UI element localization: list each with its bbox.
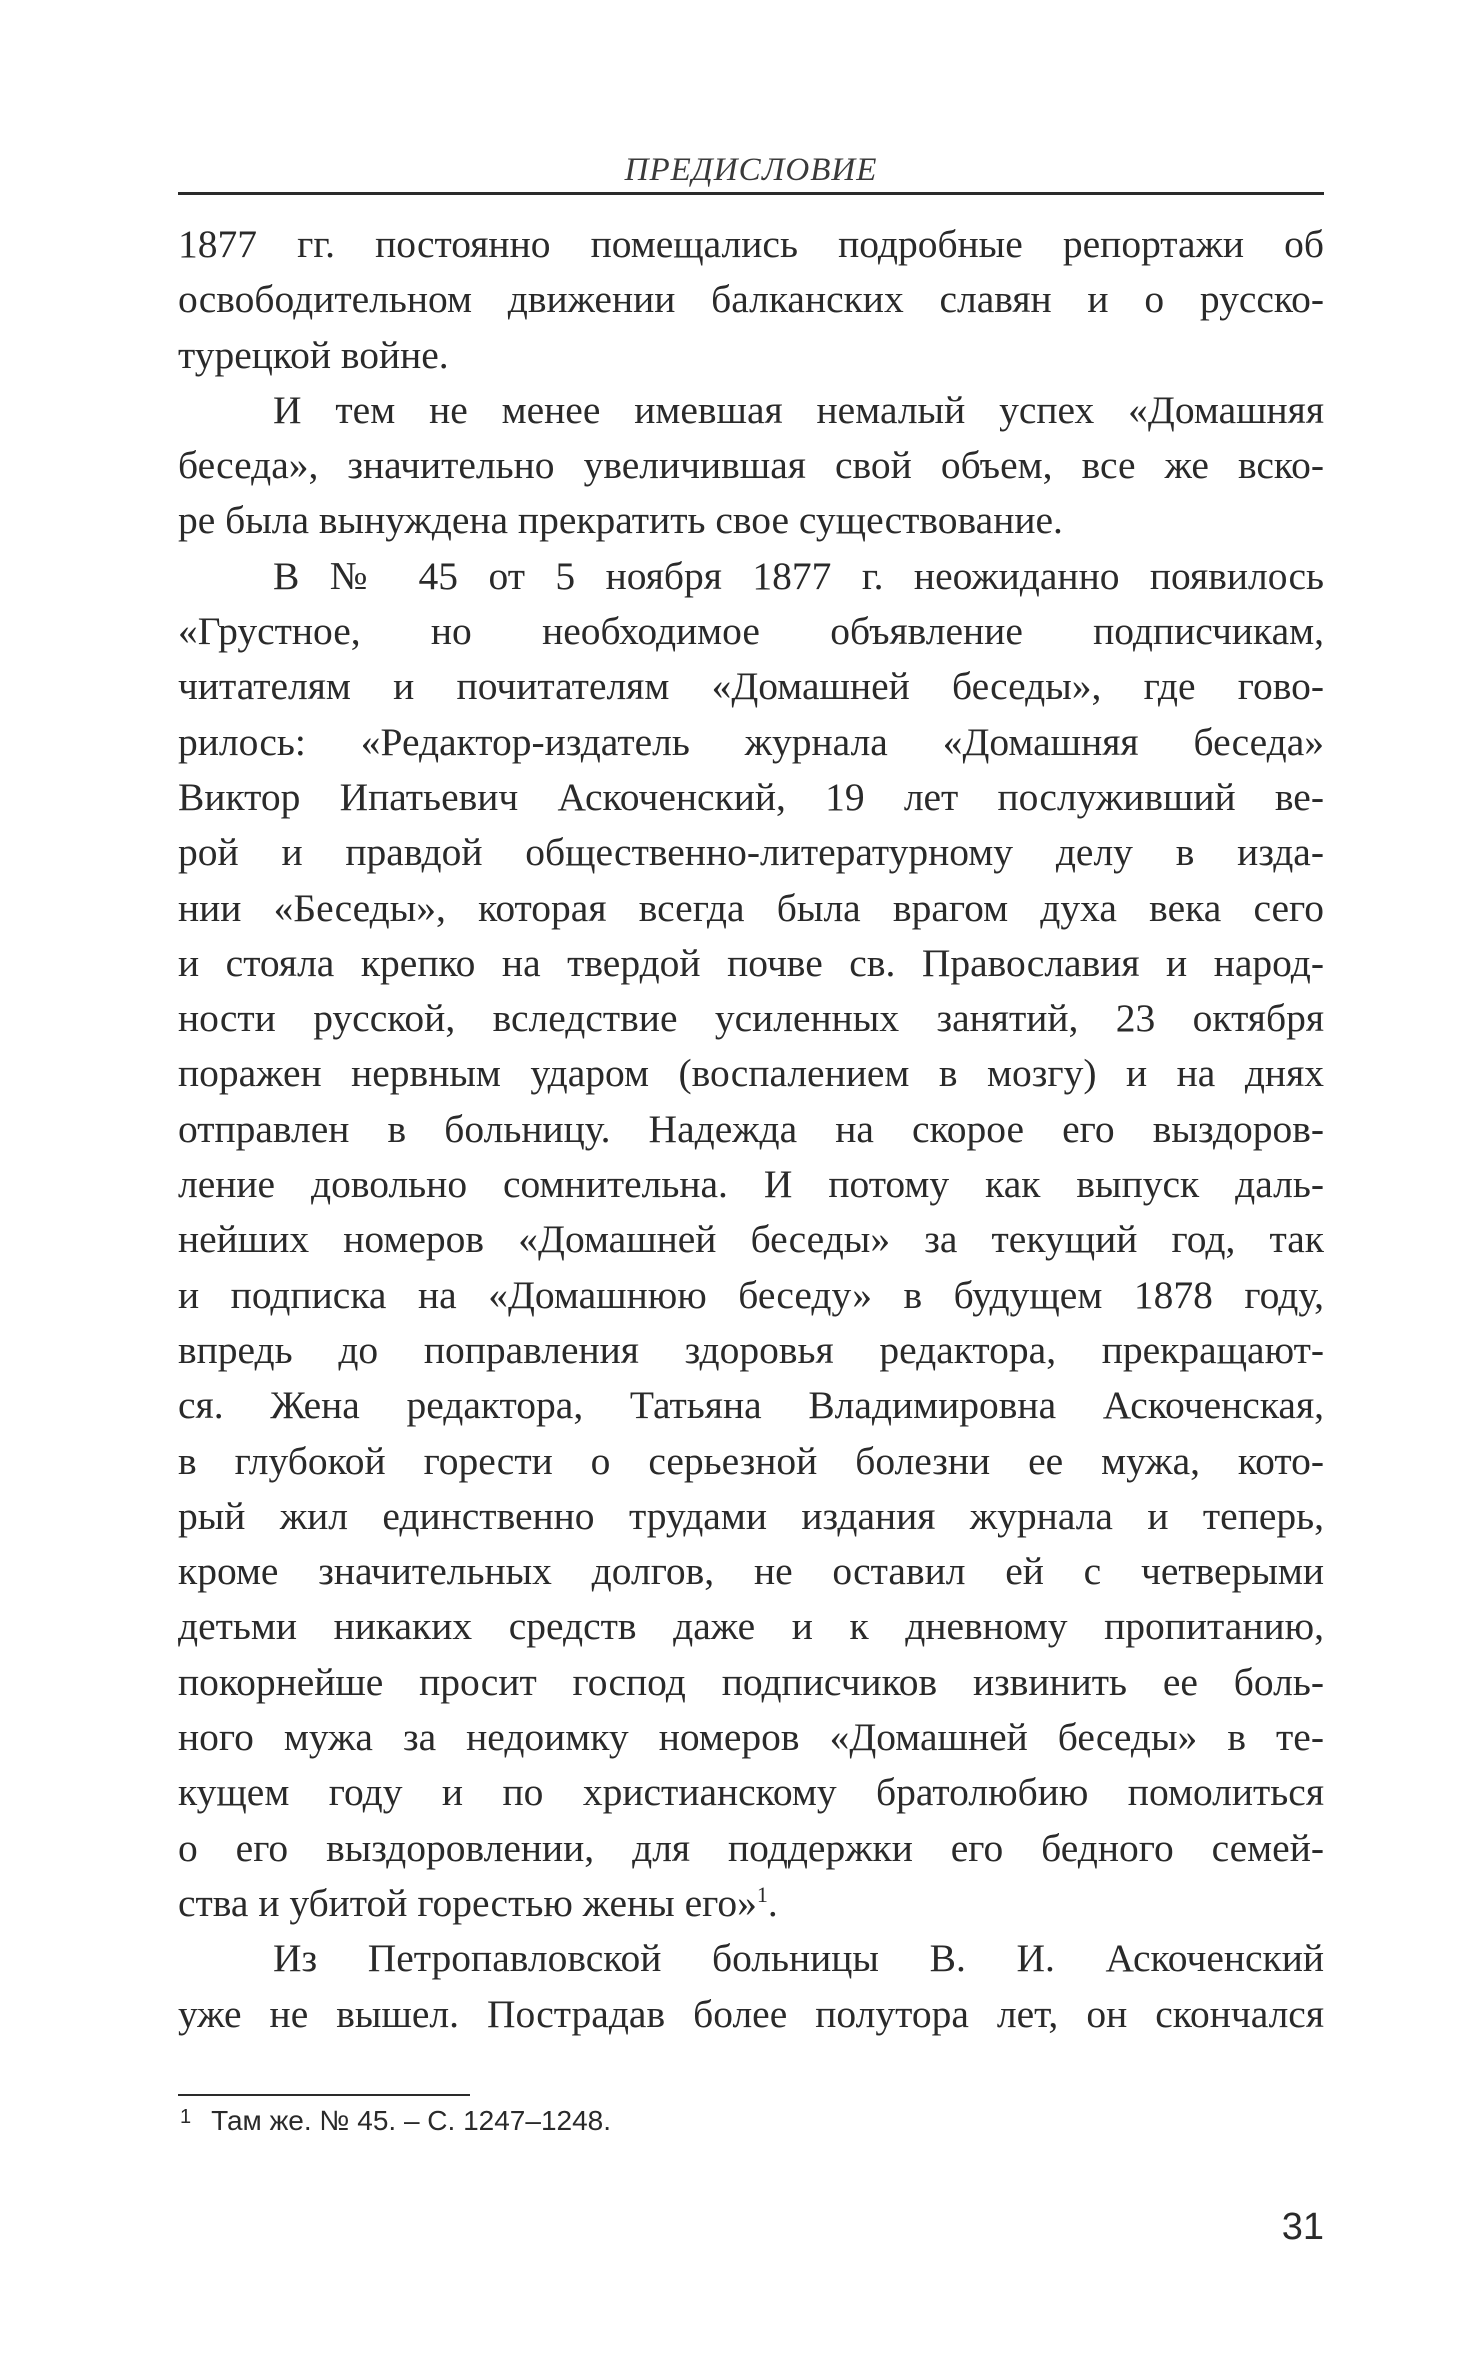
paragraph-2 [178,383,1324,549]
text-line: освободительном движении балканских славян и о русско- [178,277,1324,322]
text-line: В № 45 от 5 ноября 1877 г. неожиданно появилось [273,553,1324,598]
text-line: Виктор Ипатьевич Аскоченский, 19 лет послуживший ве- [178,774,1324,819]
text-line: о его выздоровлении, для поддержки его бедного семей- [178,1825,1324,1870]
text-line: читателям и почитателям «Домашней беседы», где гово- [178,664,1324,709]
text-line: 1877 гг. постоянно помещались подробные репортажи об [178,222,1324,266]
footnote [180,2104,611,2138]
text-line: и стояла крепко на твердой почве св. Православия и народ- [178,940,1324,985]
text-line: турецкой войне. [178,332,449,377]
text-line: отправлен в больницу. Надежда на скорое его выздоров- [178,1106,1324,1151]
footnote-mark: 1 [180,2106,192,2128]
text-line: поражен нервным ударом (воспалением в мозгу) и на днях [178,1051,1324,1096]
text-line: рой и правдой общественно-литературному делу в изда- [178,830,1324,875]
text-line: покорнейше просит господ подписчиков извинить ее боль- [178,1659,1324,1704]
footnote-divider [178,2094,470,2096]
text-line: ся. Жена редактора, Татьяна Владимировна Аскоченская, [178,1383,1324,1428]
text-line: рилось: «Редактор-издатель журнала «Домашняя беседа» [178,719,1324,764]
sentence-period: . [767,1880,778,1925]
text-line: «Грустное, но необходимое объявление подписчикам, [178,609,1324,654]
body-text [178,217,1324,2042]
text-line: Из Петропавловской больницы В. И. Аскоченский [273,1936,1324,1981]
running-header: ПРЕДИСЛОВИЕ [178,150,1324,195]
footnote-text: Там же. № 45. – С. 1247–1248. [211,2105,612,2136]
text-line: кущем году и по христианскому братолюбию помолиться [178,1770,1324,1815]
text-line: детьми никаких средств даже и к дневному пропитанию, [178,1604,1324,1649]
text-line-content: ства и убитой горестью жены его» [178,1880,757,1925]
text-line: и подписка на «Домашнюю беседу» в будущем 1878 году, [178,1272,1324,1317]
text-line: нейших номеров «Домашней беседы» за текущий год, так [178,1217,1324,1262]
text-line: ление довольно сомнительна. И потому как выпуск даль- [178,1162,1324,1207]
text-line: впредь до поправления здоровья редактора, прекращают- [178,1327,1324,1372]
text-line: беседа», значительно увеличившая свой объем, все же вско- [178,443,1324,488]
text-line: в глубокой горести о серьезной болезни ее мужа, кото- [178,1438,1324,1483]
footnote-reference[interactable]: 1 [756,1881,768,1907]
paragraph-1 [178,217,1324,383]
text-line: И тем не менее имевшая немалый успех «Домашняя [273,387,1324,432]
paragraph-4 [178,1931,1324,2042]
text-line: ного мужа за недоимку номеров «Домашней беседы» в те- [178,1715,1324,1760]
text-line: уже не вышел. Пострадав более полутора лет, он скончался [178,1991,1324,2036]
page-content [178,150,1324,2042]
text-line: ности русской, вследствие усиленных занятий, 23 октября [178,996,1324,1041]
text-line-last [178,1876,1324,1931]
text-line: ре была вынуждена прекратить свое существование. [178,498,1063,543]
text-line: кроме значительных долгов, не оставил ей с четверыми [178,1549,1324,1594]
page-number: 31 [1281,2206,1324,2248]
text-line: нии «Беседы», которая всегда была врагом духа века сего [178,885,1324,930]
text-line: рый жил единственно трудами издания журнала и теперь, [178,1493,1324,1538]
paragraph-3 [178,549,1324,1931]
